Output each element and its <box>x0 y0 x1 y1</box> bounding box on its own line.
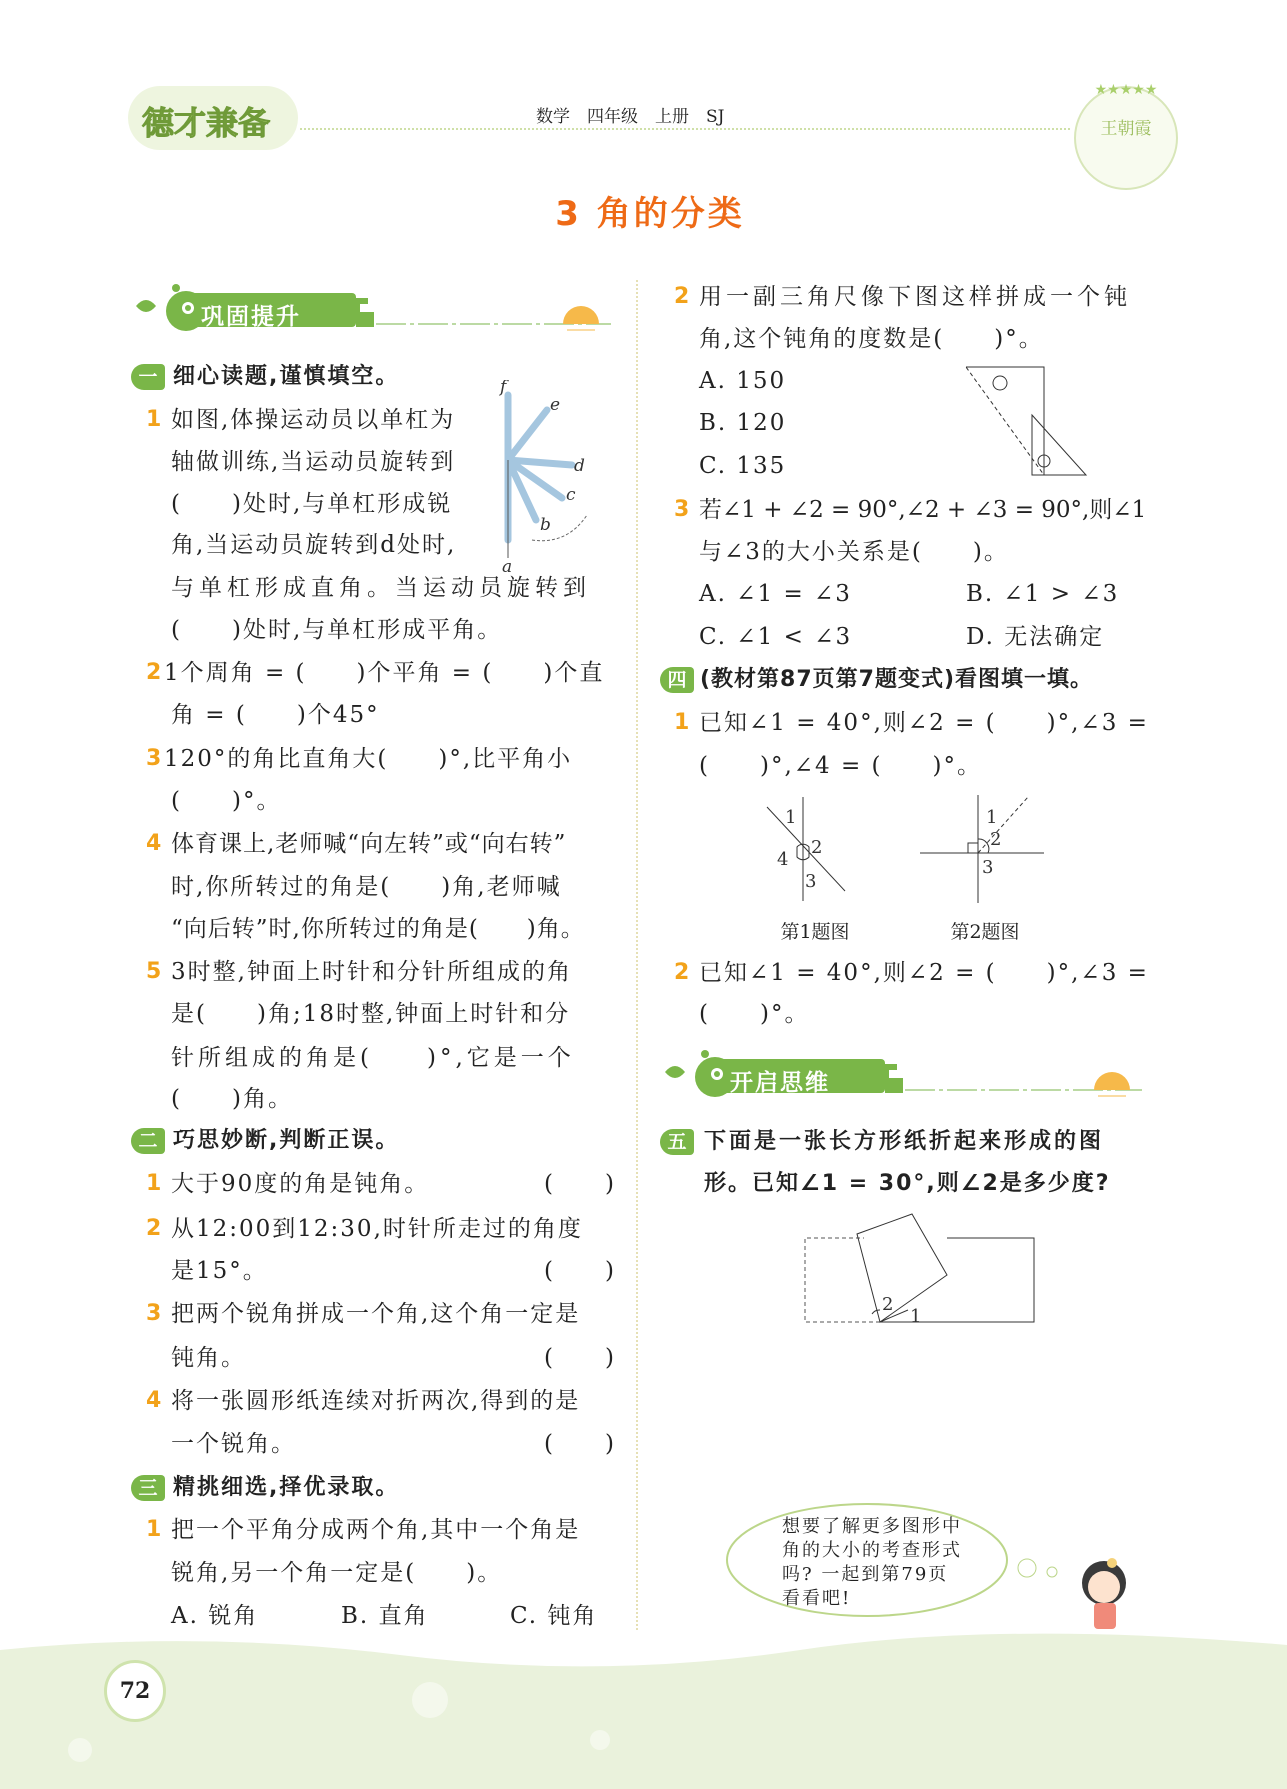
section-badge-5: 五 <box>660 1129 694 1155</box>
question-number: 1 <box>146 407 162 432</box>
option-a[interactable]: A. 150 <box>699 368 787 394</box>
question-text: ( )处时,与单杠形成平角。 <box>171 617 503 643</box>
page-number-badge <box>104 1660 166 1722</box>
page-title: 3 角的分类 <box>555 194 745 234</box>
question-text: 把两个锐角拼成一个角,这个角一定是 <box>171 1301 581 1327</box>
question-number: 4 <box>146 831 162 856</box>
answer-blank[interactable]: ( ) <box>544 1345 616 1371</box>
question-text: 用一副三角尺像下图这样拼成一个钝 <box>699 284 1131 310</box>
angle-label: 2 <box>990 829 1002 850</box>
section-badge-3: 三 <box>131 1475 165 1501</box>
banner-consolidate <box>131 292 611 332</box>
angle-label: 2 <box>811 837 823 858</box>
question-text: ( )角。 <box>171 1086 293 1112</box>
section-title-4: (教材第87页第7题变式)看图填一填。 <box>700 667 1094 692</box>
question-text: 从12:00到12:30,时针所走过的角度 <box>171 1216 583 1242</box>
question-text: 1个周角 = ( )个平角 = ( )个直 <box>164 660 605 686</box>
question-text: 角,这个钝角的度数是( )°。 <box>699 326 1044 352</box>
option-b[interactable]: B. ∠1 > ∠3 <box>966 581 1120 607</box>
question-number: 5 <box>146 959 162 984</box>
section-badge-1: 一 <box>131 364 165 390</box>
judgement-item <box>171 1429 616 1459</box>
question-text: 是15°。 <box>171 1258 268 1284</box>
column-divider <box>636 280 638 1630</box>
angle-label: 3 <box>982 857 994 878</box>
bubble-line: 看看吧! <box>782 1588 852 1609</box>
option-c[interactable]: C. ∠1 < ∠3 <box>699 624 853 650</box>
section-badge-2: 二 <box>131 1128 165 1154</box>
question-number: 3 <box>146 1301 162 1326</box>
judgement-item <box>171 1256 616 1286</box>
question-text: 与∠3的大小关系是( )。 <box>699 539 1009 565</box>
fig-label: d <box>574 456 585 476</box>
section-title-3: 精挑细选,择优录取。 <box>173 1475 400 1500</box>
angle-label: 1 <box>910 1306 922 1327</box>
option-a[interactable]: A. ∠1 = ∠3 <box>699 581 852 607</box>
folded-paper-figure <box>802 1210 1042 1330</box>
question-number: 1 <box>674 710 690 735</box>
section-badge-4: 四 <box>660 667 694 693</box>
question-number: 3 <box>146 746 162 771</box>
option-c[interactable]: C. 钝角 <box>510 1603 598 1629</box>
question-text: 是( )角;18时整,钟面上时针和分 <box>171 1001 571 1027</box>
angle-figure-2 <box>918 793 1048 905</box>
section-title-2: 巧思妙断,判断正误。 <box>173 1128 400 1153</box>
question-text: 若∠1 + ∠2 = 90°,∠2 + ∠3 = 90°,则∠1 <box>699 497 1147 523</box>
question-number: 1 <box>146 1517 162 1542</box>
section-title-5: 下面是一张长方形纸折起来形成的图 <box>704 1129 1105 1154</box>
question-text: ( )°,∠4 = ( )°。 <box>699 753 983 779</box>
question-text: 如图,体操运动员以单杠为 <box>171 407 456 433</box>
bubble-line: 吗? 一起到第79页 <box>782 1564 949 1585</box>
question-text: 体育课上,老师喊“向左转”或“向右转” <box>171 831 567 857</box>
figure-caption-1: 第1题图 <box>780 921 850 943</box>
question-text: 轴做训练,当运动员旋转到 <box>171 449 456 475</box>
answer-blank[interactable]: ( ) <box>544 1171 616 1197</box>
question-text: 一个锐角。 <box>171 1431 296 1457</box>
question-text: 120°的角比直角大( )°,比平角小 <box>164 746 573 772</box>
header-divider <box>300 128 1070 130</box>
angle-label: 1 <box>785 807 797 828</box>
bubble-line: 想要了解更多图形中 <box>782 1516 962 1537</box>
angle-figure-1 <box>755 795 850 905</box>
question-number: 2 <box>674 960 690 985</box>
question-text: 锐角,另一个角一定是( )。 <box>171 1560 503 1586</box>
set-square-figure <box>962 363 1092 481</box>
bubble-text <box>782 1515 962 1611</box>
question-text: 3时整,钟面上时针和分针所组成的角 <box>171 959 572 985</box>
option-b[interactable]: B. 120 <box>699 410 787 436</box>
option-a[interactable]: A. 锐角 <box>171 1603 259 1629</box>
question-text: ( )°。 <box>699 1001 810 1027</box>
banner-label: 开启思维 <box>730 1070 830 1096</box>
question-number: 3 <box>674 497 690 522</box>
judgement-item <box>171 1169 616 1199</box>
question-text: 时,你所转过的角是( )角,老师喊 <box>171 874 562 900</box>
question-text: 已知∠1 = 40°,则∠2 = ( )°,∠3 = <box>699 960 1149 986</box>
gymnast-figure <box>492 380 602 575</box>
question-text: 角 = ( )个45° <box>171 702 380 728</box>
fig-label: a <box>502 557 513 575</box>
question-text: ( )°。 <box>171 788 282 814</box>
question-number: 2 <box>674 284 690 309</box>
fig-label: f <box>500 380 507 397</box>
figure-caption-2: 第2题图 <box>950 921 1020 943</box>
question-text: 与单杠形成直角。当运动员旋转到 <box>171 575 591 601</box>
header-subject: 数学 四年级 上册 SJ <box>536 107 725 127</box>
question-text: 钝角。 <box>171 1345 246 1371</box>
logo-text: 德才兼备 <box>142 104 271 142</box>
option-c[interactable]: C. 135 <box>699 453 787 479</box>
question-number: 2 <box>146 1216 162 1241</box>
bubble-line: 角的大小的考查形式 <box>782 1540 962 1561</box>
question-number: 2 <box>146 660 162 685</box>
angle-label: 4 <box>777 849 789 870</box>
answer-blank[interactable]: ( ) <box>544 1431 616 1457</box>
question-text: 角,当运动员旋转到d处时, <box>171 532 457 558</box>
angle-label: 1 <box>986 807 998 828</box>
question-text: 把一个平角分成两个角,其中一个角是 <box>171 1517 581 1543</box>
seal-logo <box>1074 82 1178 190</box>
fig-label: c <box>566 485 576 505</box>
fig-label: b <box>540 515 551 535</box>
fig-label: e <box>550 395 561 415</box>
question-text: 针所组成的角是( )°,它是一个 <box>171 1045 575 1071</box>
judgement-item <box>171 1343 616 1373</box>
banner-thinking <box>660 1058 1142 1098</box>
section-title-1: 细心读题,谨慎填空。 <box>173 364 400 389</box>
option-b[interactable]: B. 直角 <box>341 1603 429 1629</box>
question-text: 已知∠1 = 40°,则∠2 = ( )°,∠3 = <box>699 710 1149 736</box>
question-number: 4 <box>146 1388 162 1413</box>
question-text: “向后转”时,你所转过的角是( )角。 <box>171 916 585 942</box>
logo <box>128 86 298 150</box>
option-d[interactable]: D. 无法确定 <box>966 624 1105 650</box>
angle-label: 2 <box>882 1294 894 1315</box>
question-text: 大于90度的角是钝角。 <box>171 1171 430 1197</box>
stars: ★★★★★ <box>1094 82 1158 98</box>
question-number: 1 <box>146 1171 162 1196</box>
banner-label: 巩固提升 <box>201 304 301 330</box>
seal-text: 王朝霞 <box>1100 119 1152 139</box>
footer-wave <box>0 1630 1287 1789</box>
question-text: ( )处时,与单杠形成锐 <box>171 491 453 517</box>
section-title-5-cont: 形。已知∠1 = 30°,则∠2是多少度? <box>704 1171 1111 1196</box>
page-number: 72 <box>119 1678 151 1704</box>
girl-cartoon-icon <box>1072 1555 1142 1635</box>
answer-blank[interactable]: ( ) <box>544 1258 616 1284</box>
question-text: 将一张圆形纸连续对折两次,得到的是 <box>171 1388 581 1414</box>
angle-label: 3 <box>805 871 817 892</box>
